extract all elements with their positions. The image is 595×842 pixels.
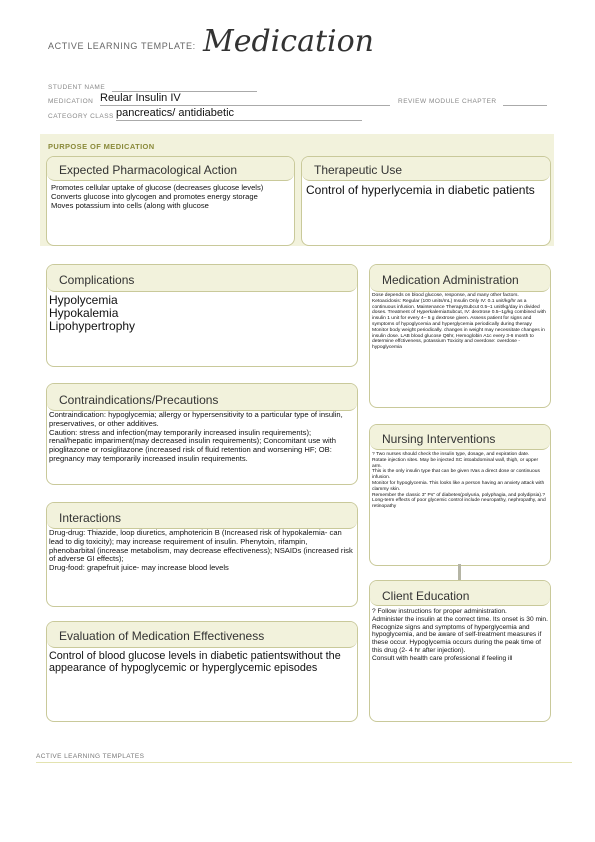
template-prefix: ACTIVE LEARNING TEMPLATE: <box>48 41 196 51</box>
medication-value[interactable]: Reular Insulin IV <box>100 92 181 104</box>
category-label: CATEGORY CLASS <box>48 113 114 120</box>
expected-action-body[interactable]: Promotes cellular uptake of glucose (decreases glucose levels) Converts glucose into glycogen and promotes energy storage Moves potassium into cells (along with glucose <box>51 183 264 210</box>
therapeutic-use-box <box>301 156 551 246</box>
interactions-box <box>46 502 358 607</box>
client-education-body[interactable]: ? Follow instructions for proper administration. Administer the insulin at the correct time. Its onset is 30 min. Recognize signs and symptoms of hyperglycemia and hypoglycemia, and be aware of self-treatment measures if these occur. Hypoglycemia occurs during the peak time of this drug (2- 4 hr after injection). Consult with health care professional if feeling ill <box>372 608 548 662</box>
footer-label: ACTIVE LEARNING TEMPLATES <box>36 753 145 760</box>
interactions-body[interactable]: Drug-drug: Thiazide, loop diuretics, amphotericin B (Increased risk of hypokalemia- can lead to dig toxicity); may increase requirement of insulin. Phenytoin, rifampin, phenobarbital (increase metabolism, may decrease effectiveness); NSAIDs (increased risk of adverse GI effects); Drug-food: grapefruit juice- may increase blood levels <box>49 528 353 573</box>
contraindications-body[interactable]: Contraindication: hypoglycemia; allergy or hypersensitivity to a particular type of insulin, preservatives, or other additives. Caution: stress and infection(may temporarily increased insulin requirements); renal/hepatic impariment(may decreased insulin requirements); Concomitant use with pioglitazone or rosiglitazone (increased risk of fluid retention and worsening HF; OB: pregnancy may temporarily increased insulin requirements. <box>49 410 343 463</box>
review-module-field[interactable] <box>503 105 547 106</box>
interactions-title: Interactions <box>47 503 357 529</box>
nursing-interventions-body[interactable]: ? Two nurses should check the insulin type, dosage, and expiration date. Rotate injection sites. May be injected SC intoabdominal wall, thigh, or upper arm. This is the only insulin type that can be given IVas a direct dose or continuous infusion. Monitor for hypoglycemia. This looks like a person having an anxiety attack with clammy skin. Remember the classic 3" Ps" of diabetes(polyuria, polyphagia, and polydipsia).? Long-term effects of poor glycemic control include neuropathy, nephropathy, and retinopathy <box>372 452 546 510</box>
evaluation-body[interactable]: Control of blood glucose levels in diabetic patientswithout the appearance of hypoglycemic or hyperglycemic episodes <box>49 650 341 675</box>
client-education-box <box>369 580 551 722</box>
therapeutic-use-title: Therapeutic Use <box>302 157 550 181</box>
nursing-interventions-title: Nursing Interventions <box>370 425 550 450</box>
therapeutic-use-body[interactable]: Control of hyperlycemia in diabetic patients <box>306 183 535 197</box>
medication-label: MEDICATION <box>48 98 94 105</box>
section-connector <box>458 564 461 580</box>
review-module-label: REVIEW MODULE CHAPTER <box>398 98 497 105</box>
category-underline <box>116 120 362 121</box>
medication-administration-body[interactable]: Dose depends on blood glucose, response, and many other factors. Ketoacidosis: Regular (100 units/mL) Insulin Only IV: 0.1 unit/kg/hr as a continuous infusion. Maintenance TherapySubcut 0.5–1 unit/kg/day in divided doses. Treatment of HyperkalemiaSubcut, IV: dextrose 0.5–1g/kg combined with insulin 1 unit for every 4– 5 g dextrose given. Assess patient for signs and symptoms of hypoglycemia and hyperglycemia periodically during therapy Monitor body weight periodically. changes in weight may necessitate changes in insulin dose. LAB blood glucose Q6hr, Hemoglobin A1c every 3-6 month to determine effctiveness, potassium Toxicity and overdose: overdose - hypoglycemia <box>372 293 546 351</box>
expected-action-title: Expected Pharmacological Action <box>47 157 294 181</box>
client-education-title: Client Education <box>370 581 550 606</box>
contraindications-title: Contraindications/Precautions <box>47 384 357 411</box>
student-name-label: STUDENT NAME <box>48 84 106 91</box>
page-title: Medication <box>203 24 374 59</box>
complications-title: Complications <box>47 265 357 292</box>
evaluation-box <box>46 621 358 722</box>
complications-box <box>46 264 358 367</box>
category-value[interactable]: pancreatics/ antidiabetic <box>116 107 235 119</box>
medication-administration-title: Medication Administration <box>370 265 550 292</box>
complications-body[interactable]: Hypolycemia Hypokalemia Lipohypertrophy <box>49 293 136 333</box>
contraindications-box <box>46 383 358 485</box>
medication-administration-box <box>369 264 551 408</box>
expected-action-box <box>46 156 295 246</box>
nursing-interventions-box <box>369 424 551 566</box>
footer-rule <box>36 762 572 763</box>
evaluation-title: Evaluation of Medication Effectiveness <box>47 622 357 648</box>
purpose-label: PURPOSE OF MEDICATION <box>48 142 155 151</box>
medication-underline <box>100 105 390 106</box>
